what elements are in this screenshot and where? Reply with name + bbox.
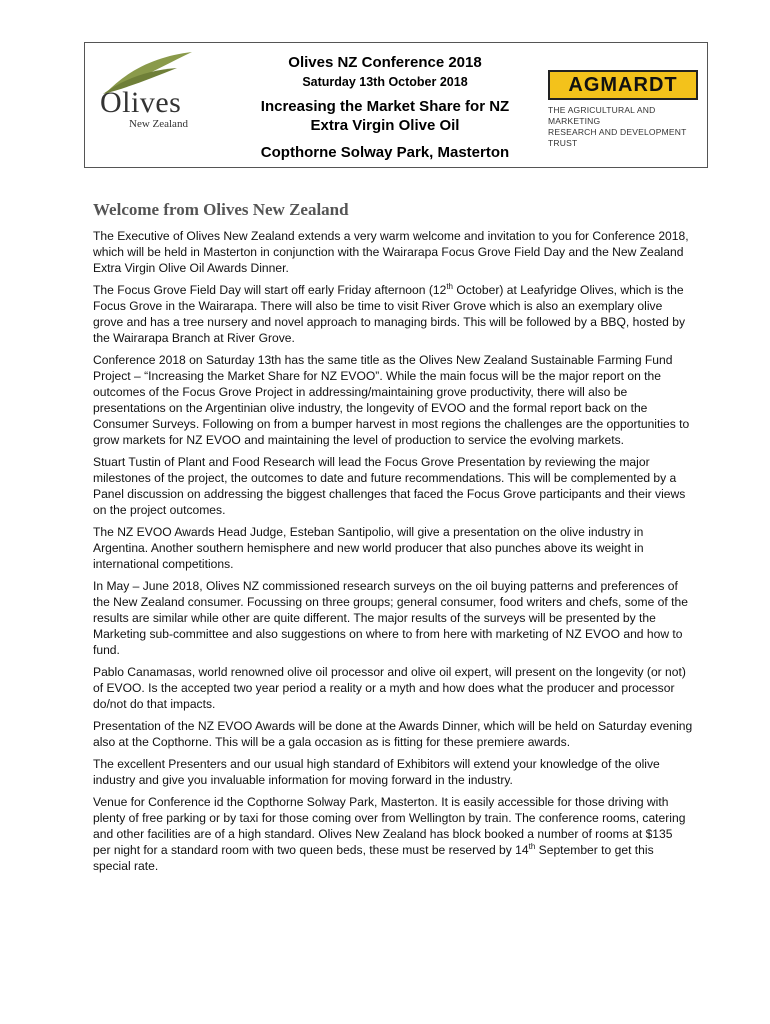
paragraph-1: The Executive of Olives New Zealand extends a very warm welcome and invitation to you for Conference 2018, which will be held in Masterton in conjunction with the Wairarapa Focus Grove Field Day and the New Zealand Extra Virgin Olive Oil Awards Dinner. [93,229,689,275]
paragraph-2 [93,282,693,346]
paragraph-10-part-b: September to get this special rate. [93,843,654,873]
paragraph-10-part-a: Venue for Conference id the Copthorne Solway Park, Masterton. It is easily accessible for those driving with plenty of free parking or by taxi for those coming over from Wellington by train. The conference rooms, catering and other facilities are of a high standard. Olives New Zealand has block booked a number of rooms at $135 per night for a standard room with two queen beds, these must be reserved by 14 [93,795,686,857]
paragraph-3: Conference 2018 on Saturday 13th has the same title as the Olives New Zealand Sustainable Farming Fund Project – “Increasing the Market Share for NZ EVOO”. While the main focus will be the major report on the outcomes of the Focus Grove Project in addressing/maintaining grove productivity, there will also be presentations on the Argentinian olive industry, the longevity of EVOO and the formal report back on the Consumer Surveys. Following on from a bumper harvest in most regions the challenges are the opportunities to grow markets for NZ EVOO and maintaining the level of production to service the evolving markets. [93,353,690,447]
agmardt-tagline [548,105,708,149]
agmardt-line-2: RESEARCH AND DEVELOPMENT TRUST [548,127,687,148]
subtitle-line-2: Extra Virgin Olive Oil [310,117,460,134]
conference-title: Olives NZ Conference 2018 [288,54,482,71]
header-center [220,50,550,161]
agmardt-logo [548,70,708,149]
paragraph-2-part-a: The Focus Grove Field Day will start off early Friday afternoon (12 [93,283,447,297]
section-heading: Welcome from Olives New Zealand [93,200,349,219]
paragraph-8: Presentation of the NZ EVOO Awards will be done at the Awards Dinner, which will be held on Saturday evening also at the Copthorne. This will be a gala occasion as is fitting for these premiere awards. [93,719,693,749]
conference-date: Saturday 13th October 2018 [302,75,468,89]
paragraph-6: In May – June 2018, Olives NZ commissioned research surveys on the oil buying patterns and preferences of the New Zealand consumer. Focussing on three groups; general consumer, food writers and chefs, some of the results are similar while other are quite different. The major results of the surveys will be presented by the Marketing sub-committee and also suggestions on where to from here with marketing of NZ EVOO and how to fund. [93,579,688,657]
paragraph-10-sup: th [528,841,536,851]
agmardt-line-1: THE AGRICULTURAL AND MARKETING [548,105,656,126]
paragraph-7: Pablo Canamasas, world renowned olive oil processor and olive oil expert, will present on the longevity (or not) of EVOO. Is the accepted two year period a reality or a myth and how does what the producer and processor do/not do that impacts. [93,665,686,711]
conference-venue: Copthorne Solway Park, Masterton [260,144,510,161]
paragraph-9: The excellent Presenters and our usual high standard of Exhibitors will extend your knowledge of the olive industry and give you invaluable information for moving forward in the industry. [93,757,660,787]
olives-nz-logo [97,50,207,130]
conference-subtitle [220,97,550,135]
paragraph-4: Stuart Tustin of Plant and Food Research will lead the Focus Grove Presentation by reviewing the major milestones of the project, the outcomes to date and future recommendations. This will be complemented by a Panel discussion on addressing the biggest challenges that faced the Focus Grove participants and their views on the project outcomes. [93,455,686,517]
paragraph-2-sup: th [446,281,453,291]
paragraph-10 [93,794,693,874]
paragraph-2-part-b: October) at Leafyridge Olives, which is the Focus Grove in the Wairarapa. There will also be time to visit River Grove which is also an exemplary olive grove and has a tree nursery and novel approach to managing birds. This will be followed by a BBQ, hosted by the Wairarapa Branch at River Grove. [93,283,686,345]
olives-logo-text: Olives [100,86,182,119]
agmardt-brand: AGMARDT [548,70,698,100]
new-zealand-logo-text: New Zealand [129,118,188,130]
subtitle-line-1: Increasing the Market Share for NZ [260,98,510,115]
letter-body [93,228,693,880]
paragraph-5: The NZ EVOO Awards Head Judge, Esteban Santipolio, will give a presentation on the olive industry in Argentina. Another southern hemisphere and new world producer that also punches above its weight in international competitions. [93,525,644,571]
